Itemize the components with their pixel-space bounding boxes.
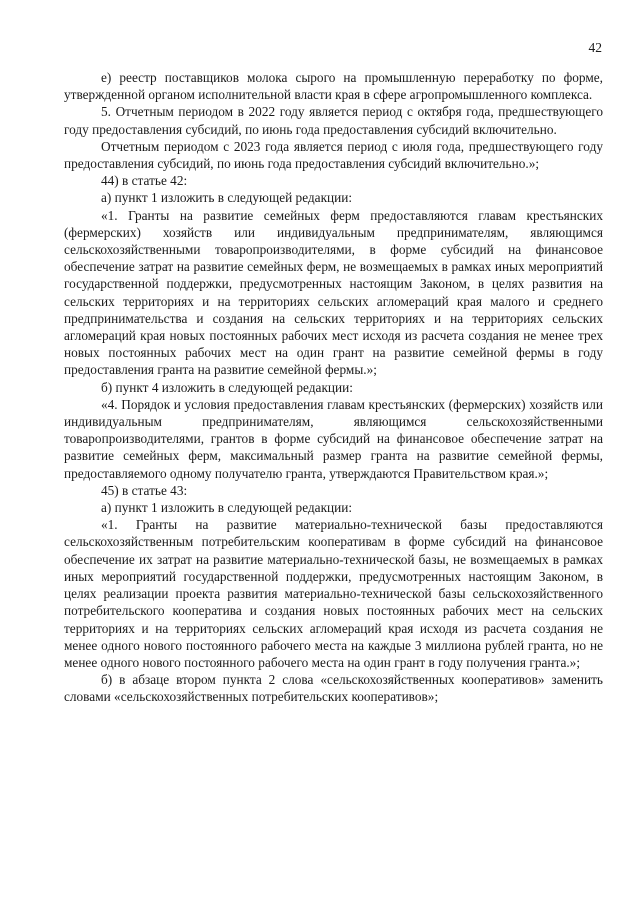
- paragraph: б) в абзаце втором пункта 2 слова «сельскохозяйственных кооперативов» заменить словами «сельскохозяйственных потребительских кооперативов»;: [64, 672, 603, 705]
- paragraph: а) пункт 1 изложить в следующей редакции:: [101, 500, 353, 516]
- paragraph: б) пункт 4 изложить в следующей редакции:: [101, 379, 353, 395]
- paragraph: 44) в статье 42:: [101, 173, 188, 189]
- paragraph: «4. Порядок и условия предоставления главам крестьянских (фермерских) хозяйств или индивидуальным предпринимателям, являющимся сельскохозяйственными товаропроизводителями, грантов в форме субсидий на финансовое обеспечение затрат на развитие семейных ферм, максимальный размер гранта на развитие семейной фермы, предоставляемого одному получателю гранта, утверждаются Правительством края.»;: [64, 396, 603, 481]
- document-body: [64, 69, 603, 706]
- paragraph: е) реестр поставщиков молока сырого на промышленную переработку по форме, утвержденной органом исполнительной власти края в сфере агропромышленного комплекса.: [64, 70, 603, 103]
- paragraph: «1. Гранты на развитие материально-технической базы предоставляются сельскохозяйственным потребительским кооперативам в форме субсидий на финансовое обеспечение их затрат на развитие материально-технической базы, не возмещаемых в рамках иных мероприятий государственной поддержки, предусмотренных настоящим Законом, в целях реализации проекта развития материально-технической базы сельскохозяйственного потребительского кооператива и создания новых постоянных рабочих мест на сельских территориях и на территориях сельских агломераций края исходя из расчета создания не менее одного нового постоянного рабочего места на каждые 3 миллиона рублей гранта, но не менее одного нового постоянного рабочего места на один грант в году получения гранта.»;: [64, 517, 603, 670]
- paragraph: 45) в статье 43:: [101, 482, 188, 498]
- paragraph: Отчетным периодом с 2023 года является период с июля года, предшествующего году предоставления субсидий, по июнь года предоставления субсидий включительно.»;: [64, 138, 603, 172]
- page-number: 42: [588, 40, 602, 55]
- paragraph: а) пункт 1 изложить в следующей редакции:: [101, 190, 353, 206]
- paragraph: 5. Отчетным периодом в 2022 году является период с октября года, предшествующего году предоставления субсидий, по июнь года предоставления субсидий включительно.: [64, 104, 603, 137]
- paragraph: «1. Гранты на развитие семейных ферм предоставляются главам крестьянских (фермерских) хозяйств или индивидуальным предпринимателям, являющимся сельскохозяйственными товаропроизводителями, в форме субсидий на финансовое обеспечение затрат на развитие семейных ферм, не возмещаемых в рамках иных мероприятий государственной поддержки, предусмотренных настоящим Законом, в целях развития на сельских территориях и на территориях сельских агломераций края малого и среднего предпринимательства и создания на сельских территориях и на территориях сельских агломераций края новых постоянных рабочих мест исходя из расчета создания не менее трех новых постоянных рабочих мест на один грант на развитие семейной фермы в году предоставления гранта на развитие семейной фермы.»;: [64, 207, 603, 378]
